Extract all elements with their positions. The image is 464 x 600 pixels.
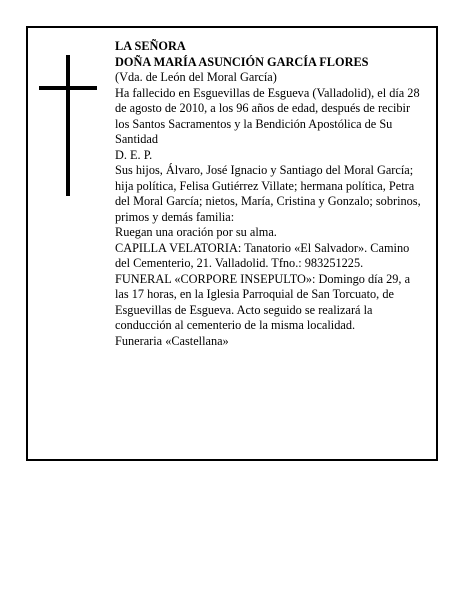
cross-icon bbox=[66, 55, 70, 196]
rip-mark: D. E. P. bbox=[115, 147, 153, 162]
chapel-info: CAPILLA VELATORIA: Tanatorio «El Salvador». Camino del Cementerio, 21. Valladolid. Tfno.: 983251225. bbox=[115, 240, 410, 270]
widow-of: (Vda. de León del Moral García) bbox=[115, 70, 277, 84]
notice-title: LA SEÑORA bbox=[115, 39, 186, 53]
family-list: Sus hijos, Álvaro, José Ignacio y Santiago del Moral García; hija política, Felisa Gutiérrez Villate; hermana política, Petra del Moral García; nietos, María, Cristina y Gonzalo; sobrinos, primos y demás familia: bbox=[115, 163, 421, 224]
funeral-home: Funeraria «Castellana» bbox=[115, 333, 229, 348]
cross-icon-bar bbox=[39, 86, 97, 90]
obituary-text bbox=[115, 39, 425, 349]
death-details: Ha fallecido en Esguevillas de Esgueva (Valladolid), el día 28 de agosto de 2010, a los 96 años de edad, después de recibir los Santos Sacramentos y la Bendición Apostólica de Su Santidad bbox=[115, 85, 420, 146]
funeral-info: FUNERAL «CORPORE INSEPULTO»: Domingo día 29, a las 17 horas, en la Iglesia Parroquial de San Torcuato, de Esguevillas de Esgueva. Acto seguido se realizará la conducción al cementerio de la misma localidad. bbox=[115, 271, 411, 332]
prayer-request: Ruegan una oración por su alma. bbox=[115, 225, 277, 239]
deceased-name: DOÑA MARÍA ASUNCIÓN GARCÍA FLORES bbox=[115, 54, 369, 69]
